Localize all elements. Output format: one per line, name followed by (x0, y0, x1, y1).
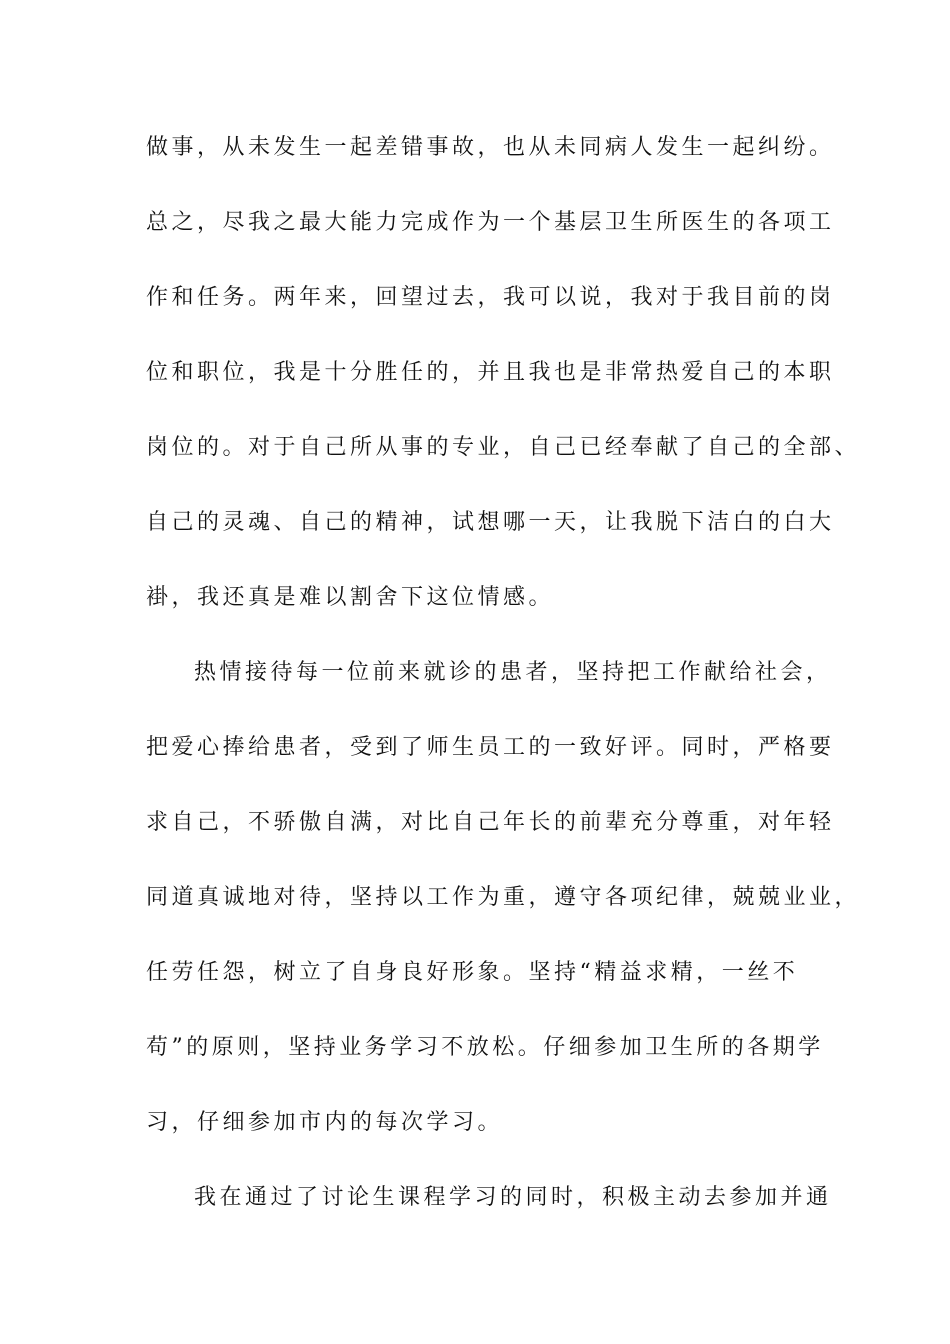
text-line: 任劳任怨，树立了自身良好形象。坚持“精益求精，一丝不 (146, 960, 799, 985)
text-line: 褂，我还真是难以割舍下这位情感。 (146, 585, 555, 610)
paragraph-start-line: 热情接待每一位前来就诊的患者，坚持把工作献给社会， (194, 660, 832, 685)
text-line: 把爱心捧给患者，受到了师生员工的一致好评。同时，严格要 (146, 735, 835, 760)
text-line: 习，仔细参加市内的每次学习。 (146, 1110, 504, 1135)
text-line: 自己的灵魂、自己的精神，试想哪一天，让我脱下洁白的白大 (146, 510, 835, 535)
paragraph-start-line: 我在通过了讨论生课程学习的同时，积极主动去参加并通 (194, 1185, 832, 1210)
text-line: 岗位的。对于自己所从事的专业，自己已经奉献了自己的全部、 (146, 435, 861, 460)
text-line: 位和职位，我是十分胜任的，并且我也是非常热爱自己的本职 (146, 360, 835, 385)
text-line: 求自己，不骄傲自满，对比自己年长的前辈充分尊重，对年轻 (146, 810, 835, 835)
text-line: 同道真诚地对待，坚持以工作为重，遵守各项纪律，兢兢业业， (146, 885, 861, 910)
body-text (146, 128, 861, 1253)
text-line: 苟”的原则，坚持业务学习不放松。仔细参加卫生所的各期学 (146, 1035, 824, 1060)
text-line: 做事，从未发生一起差错事故，也从未同病人发生一起纠纷。 (146, 135, 835, 160)
text-line: 总之，尽我之最大能力完成作为一个基层卫生所医生的各项工 (146, 210, 835, 235)
text-line: 作和任务。两年来，回望过去，我可以说，我对于我目前的岗 (146, 285, 835, 310)
